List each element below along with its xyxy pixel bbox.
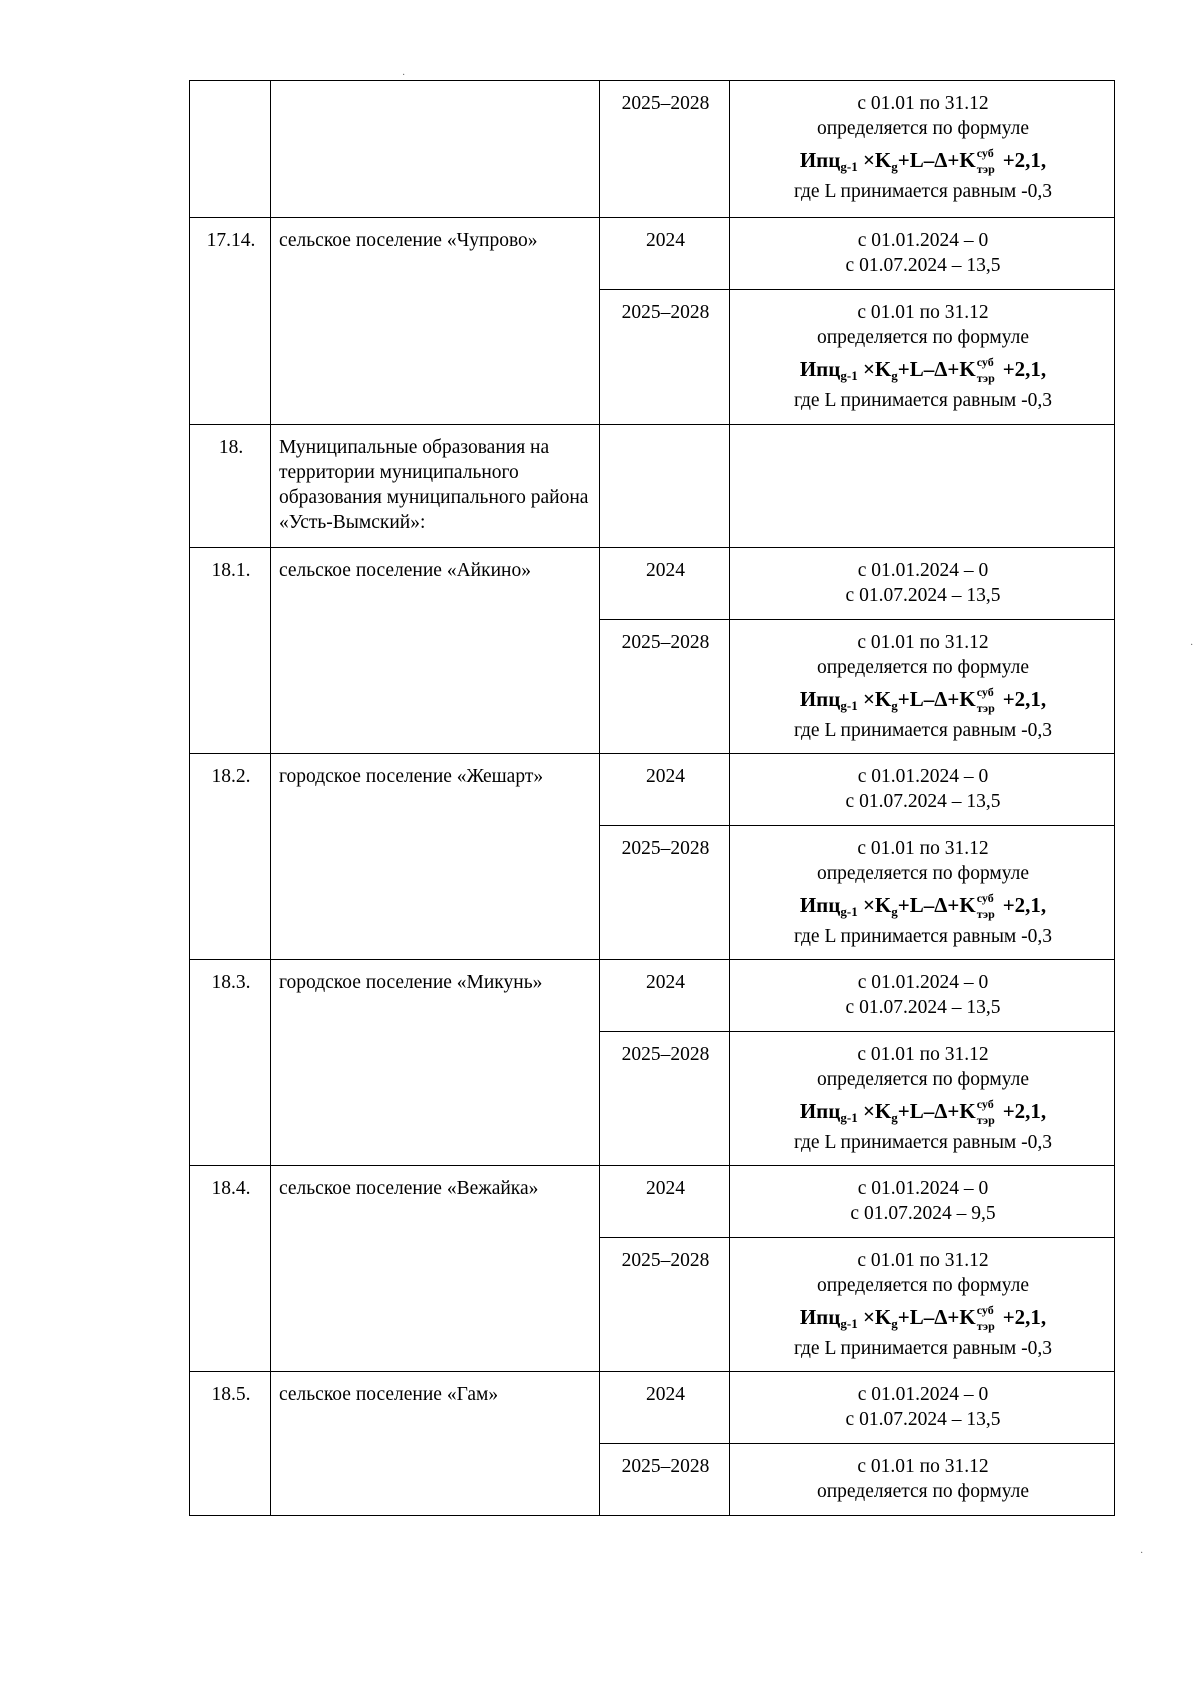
index-formula: $Ипц_{g-1} \times K_g+L-\Delta+K$ суб тэр +2,1,: [799, 891, 1047, 922]
year-cell: 2025–2028: [600, 290, 730, 425]
table-row: [190, 1166, 1115, 1238]
year-cell: 2025–2028: [600, 81, 730, 218]
municipality-cell: Муниципальные образования на территории муниципального образования муниципального района «Усть-Вымский»:: [271, 425, 600, 548]
method-text: определяется по формуле: [816, 327, 1030, 348]
period-text: с 01.01 по 31.12: [857, 1044, 989, 1065]
value-cell: [730, 1238, 1115, 1372]
row-number-cell: [190, 81, 271, 218]
municipality-cell: сельское поселение «Гам»: [271, 1372, 600, 1516]
note-text: где L принимается равным -0,3: [793, 390, 1053, 411]
method-text: определяется по формуле: [816, 1069, 1030, 1090]
note-text: где L принимается равным -0,3: [793, 181, 1053, 202]
municipality-cell: сельское поселение «Вежайка»: [271, 1166, 600, 1372]
table-row: [190, 960, 1115, 1032]
rate-line: с 01.07.2024 – 13,5: [845, 791, 1001, 812]
rate-line: с 01.07.2024 – 13,5: [845, 255, 1001, 276]
row-number-cell: 18.: [190, 425, 271, 548]
year-cell: 2024: [600, 960, 730, 1032]
rate-line: с 01.07.2024 – 13,5: [845, 997, 1001, 1018]
row-number-cell: 18.5.: [190, 1372, 271, 1516]
year-cell: 2025–2028: [600, 1238, 730, 1372]
municipality-cell: [271, 81, 600, 218]
method-text: определяется по формуле: [816, 863, 1030, 884]
value-cell: [730, 290, 1115, 425]
table-row: [190, 81, 1115, 218]
row-number-cell: 18.3.: [190, 960, 271, 1166]
scan-speck: ·: [1140, 1548, 1144, 1559]
index-formula: $Ипц_{g-1} \times K_g+L-\Delta+K$ суб тэр +2,1,: [799, 685, 1047, 716]
index-formula: $Ипц_{g-1} \times K_g+L-\Delta+K$ суб тэр +2,1,: [799, 1097, 1047, 1128]
index-formula: $Ипц_{g-1} \times K_g+L-\Delta+K$ суб тэр +2,1,: [799, 146, 1047, 177]
period-text: с 01.01 по 31.12: [857, 1250, 989, 1271]
value-cell: [730, 826, 1115, 960]
scan-speck: ·: [402, 70, 406, 81]
rate-line: с 01.07.2024 – 9,5: [850, 1203, 996, 1224]
municipality-cell: городское поселение «Жешарт»: [271, 754, 600, 960]
value-cell: [730, 1444, 1115, 1516]
table-row: [190, 1372, 1115, 1444]
method-text: определяется по формуле: [816, 1275, 1030, 1296]
value-cell: [730, 1032, 1115, 1166]
year-cell: 2025–2028: [600, 826, 730, 960]
value-cell: [730, 754, 1115, 826]
rate-line: с 01.01.2024 – 0: [857, 560, 989, 581]
rate-line: с 01.01.2024 – 0: [857, 1178, 989, 1199]
year-cell: 2024: [600, 218, 730, 290]
municipality-cell: городское поселение «Микунь»: [271, 960, 600, 1166]
note-text: где L принимается равным -0,3: [793, 926, 1053, 947]
row-number-cell: 18.2.: [190, 754, 271, 960]
table-row: [190, 548, 1115, 620]
year-cell: [600, 425, 730, 548]
year-cell: 2024: [600, 1166, 730, 1238]
value-cell: [730, 218, 1115, 290]
method-text: определяется по формуле: [816, 1481, 1030, 1502]
method-text: определяется по формуле: [816, 657, 1030, 678]
note-text: где L принимается равным -0,3: [793, 720, 1053, 741]
method-text: определяется по формуле: [816, 118, 1030, 139]
index-formula: $Ипц_{g-1} \times K_g+L-\Delta+K$ суб тэр +2,1,: [799, 355, 1047, 386]
value-cell: [730, 81, 1115, 218]
year-cell: 2024: [600, 754, 730, 826]
year-cell: 2024: [600, 1372, 730, 1444]
rate-line: с 01.07.2024 – 13,5: [845, 585, 1001, 606]
row-number-cell: 17.14.: [190, 218, 271, 425]
note-text: где L принимается равным -0,3: [793, 1132, 1053, 1153]
note-text: где L принимается равным -0,3: [793, 1338, 1053, 1359]
rate-line: с 01.01.2024 – 0: [857, 230, 989, 251]
period-text: с 01.01 по 31.12: [857, 632, 989, 653]
value-cell: [730, 425, 1115, 548]
rate-line: с 01.01.2024 – 0: [857, 1384, 989, 1405]
row-number-cell: 18.1.: [190, 548, 271, 754]
value-cell: [730, 960, 1115, 1032]
value-cell: [730, 548, 1115, 620]
value-cell: [730, 1166, 1115, 1238]
tariff-table: [189, 80, 1115, 1516]
table-row: [190, 218, 1115, 290]
rate-line: с 01.07.2024 – 13,5: [845, 1409, 1001, 1430]
scan-speck: ·: [1190, 640, 1194, 651]
table-row: [190, 425, 1115, 548]
index-formula: $Ипц_{g-1} \times K_g+L-\Delta+K$ суб тэр +2,1,: [799, 1303, 1047, 1334]
period-text: с 01.01 по 31.12: [857, 1456, 989, 1477]
table-row: [190, 754, 1115, 826]
value-cell: [730, 1372, 1115, 1444]
period-text: с 01.01 по 31.12: [857, 838, 989, 859]
value-cell: [730, 620, 1115, 754]
period-text: с 01.01 по 31.12: [857, 93, 989, 114]
rate-line: с 01.01.2024 – 0: [857, 766, 989, 787]
period-text: с 01.01 по 31.12: [857, 302, 989, 323]
year-cell: 2025–2028: [600, 1032, 730, 1166]
municipality-cell: сельское поселение «Айкино»: [271, 548, 600, 754]
year-cell: 2025–2028: [600, 620, 730, 754]
year-cell: 2025–2028: [600, 1444, 730, 1516]
year-cell: 2024: [600, 548, 730, 620]
rate-line: с 01.01.2024 – 0: [857, 972, 989, 993]
municipality-cell: сельское поселение «Чупрово»: [271, 218, 600, 425]
row-number-cell: 18.4.: [190, 1166, 271, 1372]
